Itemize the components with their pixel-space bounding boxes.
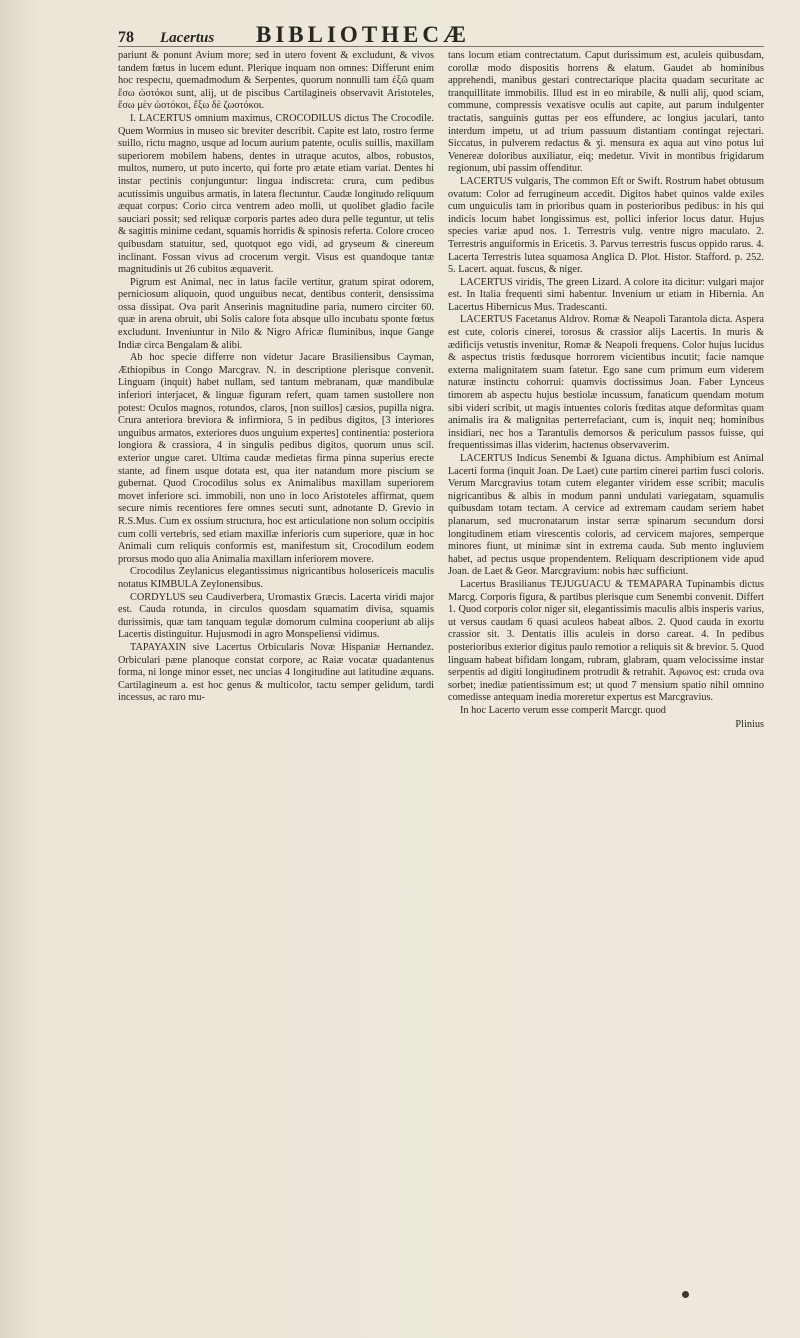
paragraph: Pigrum est Animal, nec in latus facile vertitur, gratum spirat odorem, perniciosum aliquoin, quod unguibus necat, dentibus conterit, densissima ossa dissipat. Ova parit Anserinis magnitudine paria, numero circiter 60. quæ in arena obruit, ubi Solis calore fota absque ullo incubatu sponte fœtus excludunt. Inveniuntur in Nilo & Nigro Africæ fluminibus, inque Gange Indiæ circa Bengalam & alibi. xyxy=(118,276,434,351)
page-number: 78 xyxy=(118,29,134,46)
paragraph: pariunt & ponunt Avium more; sed in utero fovent & excludunt, & vivos tandem fœtus in lucem edunt. Plerique inquam non omnes: Differunt enim hoc respectu, quemadmodum & Serpentes, quorum nonnulli tam ἐξῶ quam ἔσω ὠοτόκοι sunt, alij, ut de piscibus Cartilagineis observavit Aristoteles, ἔσω μὲν ὠοτόκοι, ἔξω δὲ ζωοτόκοι. xyxy=(118,50,434,112)
ink-spot xyxy=(682,1291,689,1298)
text-columns xyxy=(118,50,764,732)
right-column xyxy=(448,50,764,732)
paragraph: LACERTUS Facetanus Aldrov. Romæ & Neapoli Tarantola dicta. Aspera est cute, coloris cinerei, torosus & crassior alijs Lacertis. In muris & ædificijs vetustis invenitur, Romæ & Neapoli frequens. Color hujus lucidus & aspectus tristis fœdusque horrorem vicientibus incutit; facie namque externa malignitatem suam fatetur. Ego sane cum primum eum viderem naturæ instinctu cohorrui: quamvis doctissimus Joan. Faber Lynceus timorem ab aspectu hujus bestiolæ incussum, fanaticum quendam motum sibi videri scribit, ut magis intuentes coloris fœditas atque deformitas quam animalis ira & malignitas perterrefaciant, cum is, inquit neq; hominibus insidiari, nec hos a Tarantulis demorsos & periculum passos fuisse, qui frequentissimas illas viderim, hactenus observaverim. xyxy=(448,314,764,452)
running-head-title: BIBLIOTHECÆ xyxy=(256,22,470,47)
paragraph: Lacertus Brasilianus TEJUGUACU & TEMAPARA Tupinambis dictus Marcg. Corporis figura, & partibus plerisque cum Senembi convenit. Differt 1. Quod corporis color niger sit, elegantissimis maculis albis insperis varius, ut versus caudam 6 quasi aculeos habeat albos. 2. Quod cauda in exortu crassior sit. 3. Dentatis illis aculeis in dorso careat. 4. In pedibus posterioribus exterior digitus paulo remotior a reliquis sit & brevior. 5. Quod linguam habeat bifidam longam, rubram, glabram, quam velocissime instar serpentis ad digiti longitudinem protrudit & retrahit. Ἀφωνος est: cruda ova sorbet; inediæ patientissimum est; ut quod 7 mensium spatio nihil omnino comedisse antequam inedia moreretur expertus est Marcgravius. xyxy=(448,578,765,704)
paragraph: TAPAYAXIN sive Lacertus Orbicularis Novæ Hispaniæ Hernandez. Orbiculari pæne planoque constat corpore, ac Raiæ vocatæ quadantenus forma, ni longe minor esset, nec uncias 4 longitudine aut latitudine æquans. Cartilagineum a. est hoc genus & multicolor, tactu semper gelidum, tardi incessus, ac raro mu- xyxy=(118,641,434,704)
paragraph: Crocodilus Zeylanicus elegantissimus nigricantibus holosericeis maculis notatus KIMBULA Zeylonensibus. xyxy=(118,566,434,590)
paragraph: tans locum etiam contrectatum. Caput durissimum est, aculeis quibusdam, corollæ modo dispositis horrens & elatum. Gaudet ab hominibus apprehendi, manibus gestari contrectarique placita quadam securitate ac tranquillitate immobilis. Illud est in eo mirabile, & nulli alij, quod sciam, commune, compressis vexatisve oculis aut capite, aut parum indulgenter tractatis, sanguinis guttas per eos effundere, ac longius jaculari, tanto interdum impetu, ut ad trium passuum distantiam contingat rejectari. Siccatus, in pulverem redactus & ʒi. mensura ex aqua aut vino potus lui Venereæ doloribus auxiliatur, eiq; medetur. Vivit in montibus frigidarum regionum, ubi passim offenditur. xyxy=(448,50,764,175)
paragraph: LACERTUS vulgaris, The common Eft or Swift. Rostrum habet obtusum ovatum: Color ad ferrugineum accedit. Digitos habet quinos valde exiles cum unguiculis tam in prioribus quam in posterioribus pedibus: in his qui indicis locum habet longissimus est, pollici inferior locus datur. Hujus species variæ apud nos. 1. Terrestris vulg. ventre nigro maculato. 2. Terrestris anguiformis in Ericetis. 3. Parvus terrestris fuscus oppido rarus. 4. Lacerta Terrestris lutea squamosa Anglica D. Plot. Histor. Stafford. p. 252. 5. Lacert. aquat. fuscus, & niger. xyxy=(448,175,764,276)
paragraph: CORDYLUS seu Caudiverbera, Uromastix Græcis. Lacerta viridi major est. Cauda rotunda, in circulos quosdam squamatim divisa, squamis durissimis, quæ tam tanquam tegulæ domorum culmina cooperiunt ab alijs Lacertis distinguitur. Hujusmodi in agro Monspeliensi vidimus. xyxy=(118,591,434,641)
paragraph: LACERTUS Indicus Senembi & Iguana dictus. Amphibium est Animal Lacerti forma (inquit Joan. De Laet) cute partim cinerei partim fusci coloris. Verum Marcgravius totam cutem eleganter viridem esse scribit; maculis nigricantibus & albis in modum panni undulati variegatam, squamulis quibusdam totam tectam. A cervice ad extremam caudam seriem habet planarum, sed mucronatarum instar serræ spinarum secundum dorsi longitudinem etiam virescentis coloris, ad cervicem majores, semperque minores fiunt, ut minimæ sint in extrema cauda. Sub mento ingluviem habet, ad pectus usque propendentem. Reliquam descriptionem vide apud Joan. de Laet & Geor. Marcgravium: nobis hæc sufficiunt. xyxy=(448,453,764,578)
paragraph: LACERTUS viridis, The green Lizard. A colore ita dicitur: vulgari major est. In Italia frequenti simi habentur. Invenium ur etiam in Hibernia. An Lacertus Hibernicus Mus. Tradescanti. xyxy=(448,276,764,313)
catchword: Plinius xyxy=(735,719,764,731)
paragraph: Ab hoc specie differre non videtur Jacare Brasiliensibus Cayman, Æthiopibus in Congo Marcgrav. N. in descriptione plerisque convenit. Linguam (inquit) habet nullam, sed tantum mebranam, quæ mandibulæ inferiori interjacet, & linguæ figuram refert, quam tamen sustollere non potest: Oculos magnos, rotundos, claros, [non suillos] cæsios, pupilla nigra. Crura anteriora breviora & infirmiora, 5 in pedibus digitos, [3 interiores unguibus armatos, exteriores duos unguium expertes] continentia: posteriora longiora & crassiora, 4 in singulis pedibus digitos, quorum unus scil. exterior ungue caret. Ultima caudæ medietas firma pinna superius erecte stante, ad finem usque dotata est, qua iter natandum more piscium se gubernat. Quod Crocodilus solus ex Animalibus maxillam superiorem movet inferiore sci. immobili, non uno in loco Aristoteles affirmat, quem secure nimis recentiores fere omnes secuti sunt, adnotante D. Grevio in R.S.Mus. Cum ex ossium structura, hoc est articulatione non solum occipitis cum colli vertebris, sed etiam maxillæ inferioris cum superiore, quæ in hoc Animali cum reliquis conformis est, manifestum sit, Crocodilum eodem prorsus modo quo alia Animalia maxillam inferiorem movere. xyxy=(118,352,434,565)
paragraph: In hoc Lacerto verum esse comperit Marcgr. quod xyxy=(460,704,666,716)
running-head-keyword: Lacertus xyxy=(160,30,215,46)
left-column xyxy=(118,50,434,732)
page-header xyxy=(118,22,764,47)
paragraph: I. LACERTUS omnium maximus, CROCODILUS dictus The Crocodile. Quem Wormius in museo sic breviter describit. Capite est lato, rostro ferme suillo, rictu magno, usque ad locum aurium patente, oculis suillis, maxillam superiorem mobilem habens, dentes in utraque acutos, albos, robustos, multos, numero, ut puto incerto, qui forte pro ætate etiam variat. Dentes hi instar pectinis conjunguntur: lingua indiscreta: crura, cum pedibus acutissimis unguibus armatis, in latera flectuntur. Caudæ longitudo reliquum æquat corpus: Corio circa ventrem adeo molli, ut quolibet gladio facile sauciari possit; sed reliquæ corporis partes adeo dura pelle teguntur, ut telis & sagittis minime cedant, squamis horridis & spinosis referta. Colore croceo quibusdam statuitur, sed, quotquot ego vidi, ad gryseum & cinereum inclinant. Fossan vivus ad crocerum vergit. Visus est quandoque tantæ magnitudinis ut 26 cubitos æquaverit. xyxy=(118,112,434,276)
